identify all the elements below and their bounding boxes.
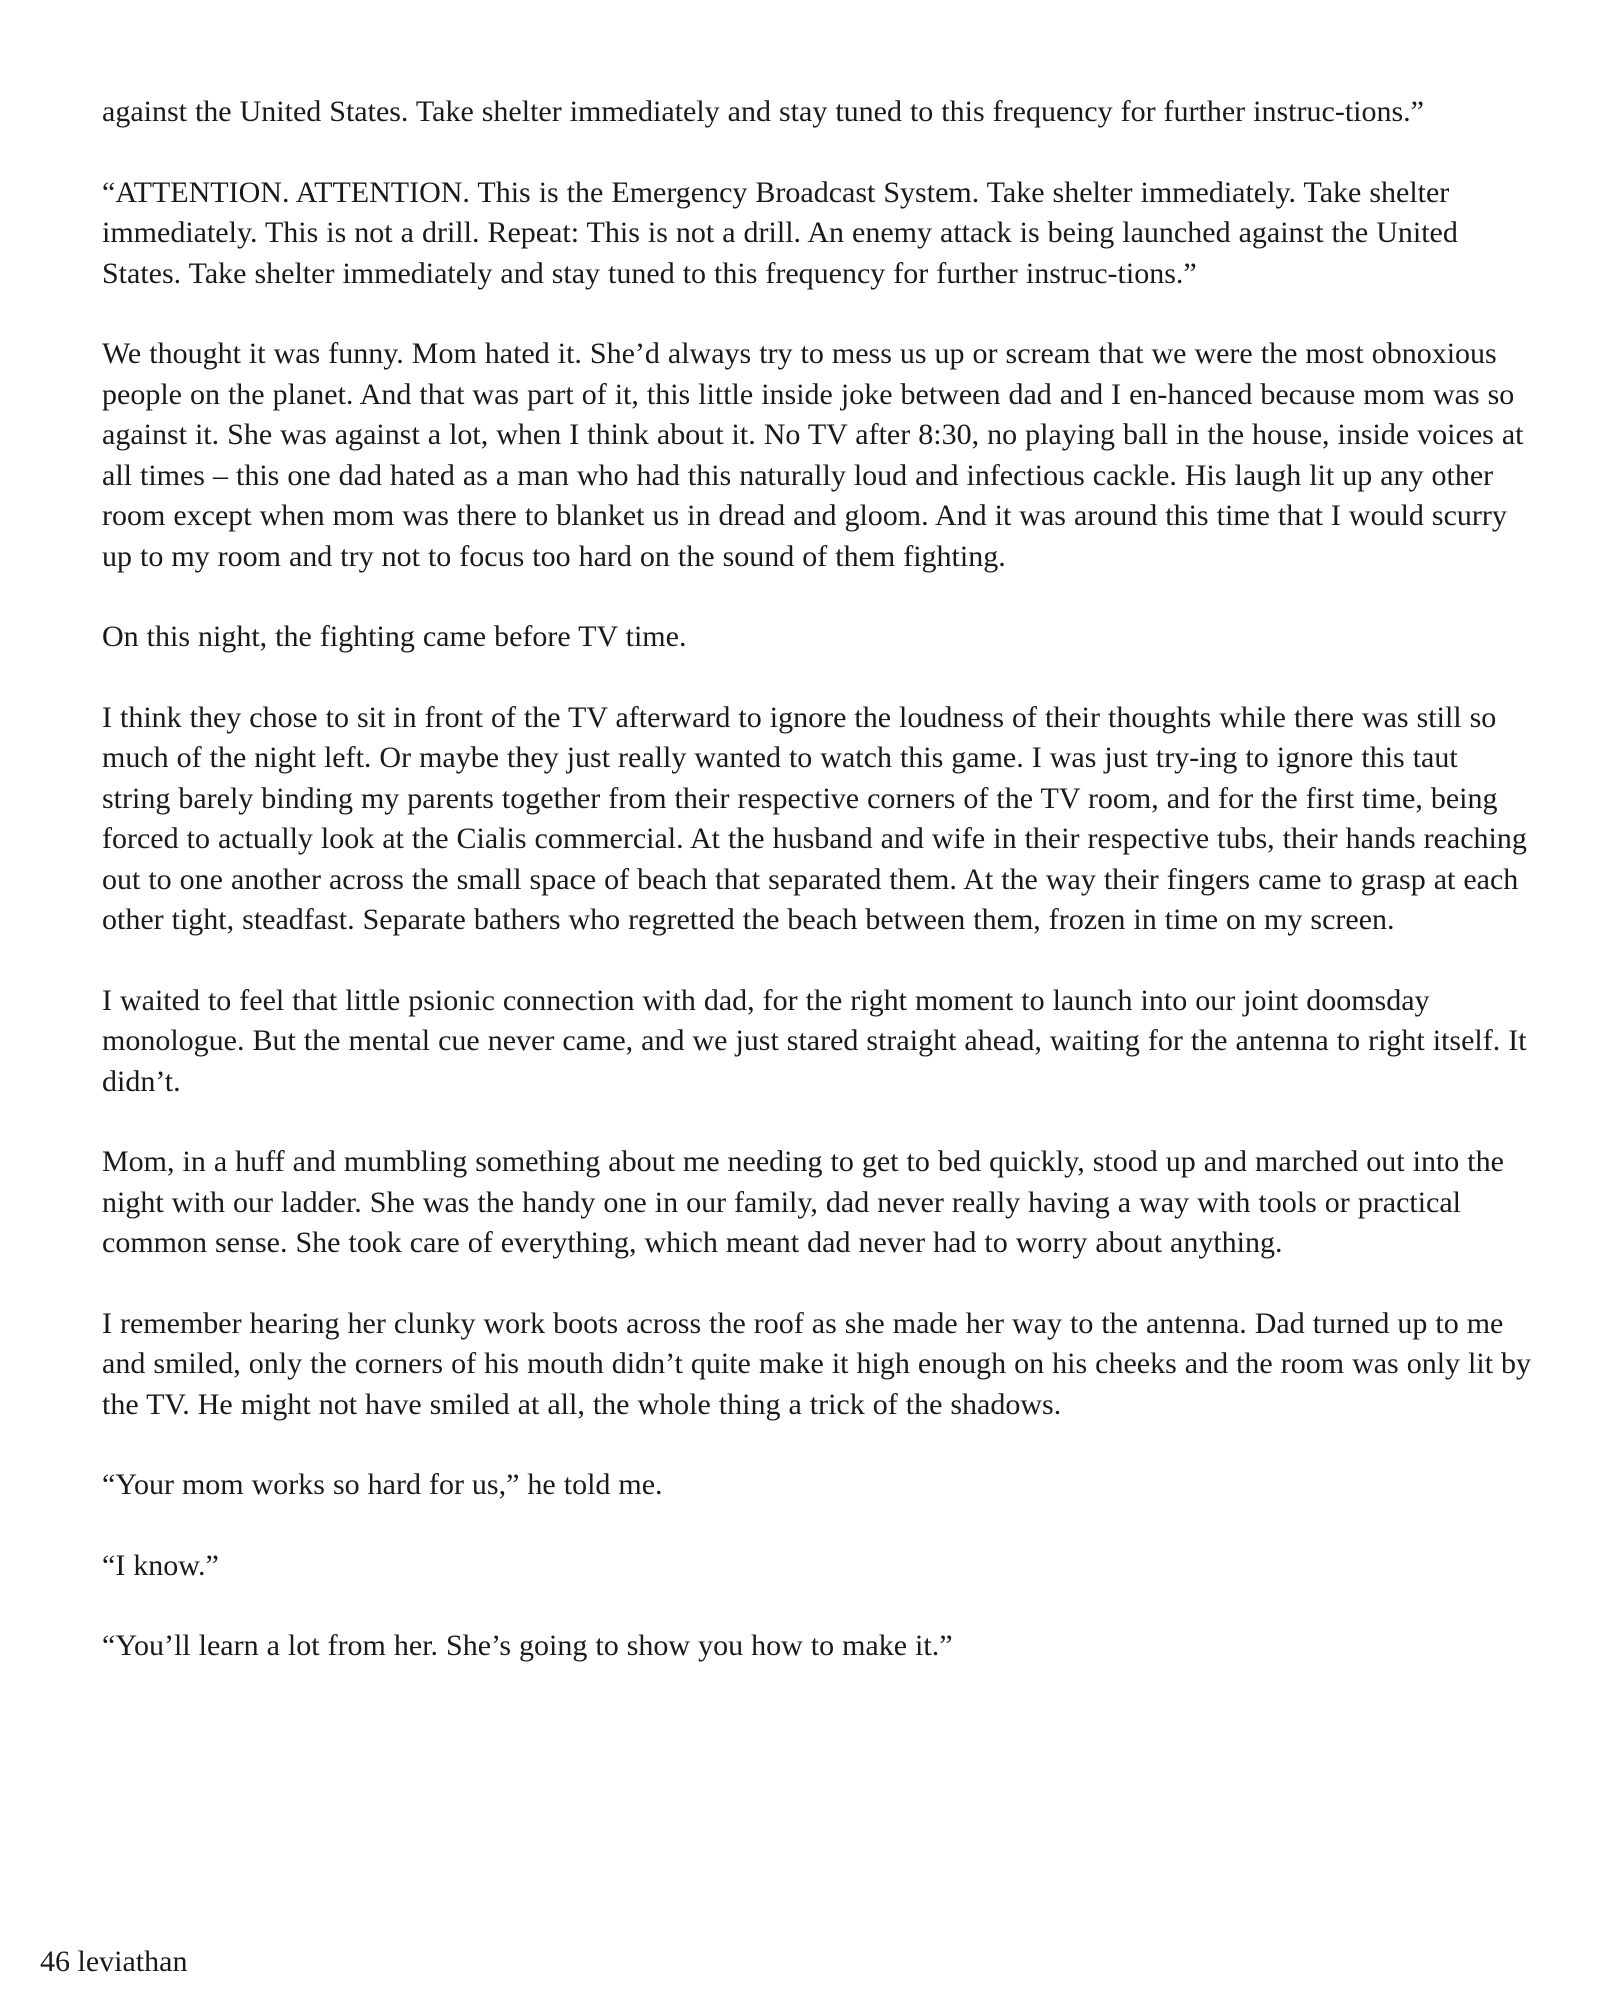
paragraph-3: We thought it was funny. Mom hated it. She’d always try to mess us up or scream that we were the most obnoxious people on the planet. And that was part of it, this little inside joke between dad and I en-hanced because mom was so against it. She was against a lot, when I think about it. No TV after 8:30, no playing ball in the house, inside voices at all times – this one dad hated as a man who had this naturally loud and infectious cackle. His laugh lit up any other room except when mom was there to blanket us in dread and gloom. And it was around this time that I would scurry up to my room and try not to focus too hard on the sound of them fighting. — [102, 337, 1524, 573]
story-body — [102, 92, 1534, 1707]
paragraph-5: I think they chose to sit in front of the TV afterward to ignore the loudness of their thoughts while there was still so much of the night left. Or maybe they just really wanted to watch this game. I was just try-ing to ignore this taut string barely binding my parents together from their respective corners of the TV room, and for the first time, being forced to actually look at the Cialis commercial. At the husband and wife in their respective tubs, their hands reaching out to one another across the small space of beach that separated them. At the way their fingers came to grasp at each other tight, steadfast. Separate bathers who regretted the beach between them, frozen in time on my screen. — [102, 700, 1527, 936]
page-footer-folio: 46 leviathan — [40, 1945, 188, 1978]
paragraph-10: “I know.” — [102, 1548, 219, 1582]
paragraph-4: On this night, the fighting came before TV time. — [102, 620, 687, 653]
paragraph-6: I waited to feel that little psionic connection with dad, for the right moment to launch into our joint doomsday monologue. But the mental cue never came, and we just stared straight ahead, waiting for the antenna to right itself. It didn’t. — [102, 983, 1527, 1098]
paragraph-8: I remember hearing her clunky work boots across the roof as she made her way to the antenna. Dad turned up to me and smiled, only the corners of his mouth didn’t quite make it high enough on his cheeks and the room was only lit by the TV. He might not have smiled at all, the whole thing a trick of the shadows. — [102, 1306, 1532, 1421]
paragraph-9: “Your mom works so hard for us,” he told me. — [102, 1468, 663, 1501]
paragraph-11: “You’ll learn a lot from her. She’s going to show you how to make it.” — [102, 1629, 953, 1662]
paragraph-1: against the United States. Take shelter immediately and stay tuned to this frequency for further instruc-tions.” — [102, 95, 1424, 128]
paragraph-2: “ATTENTION. ATTENTION. This is the Emergency Broadcast System. Take shelter immediately. Take shelter immediately. This is not a drill. Repeat: This is not a drill. An enemy attack is being launched against the United States. Take shelter immediately and stay tuned to this frequency for further instruc-tions.” — [102, 175, 1458, 290]
paragraph-7: Mom, in a huff and mumbling something about me needing to get to bed quickly, stood up and marched out into the night with our ladder. She was the handy one in our family, dad never really having a way with tools or practical common sense. She took care of everything, which meant dad never had to worry about anything. — [102, 1145, 1504, 1259]
